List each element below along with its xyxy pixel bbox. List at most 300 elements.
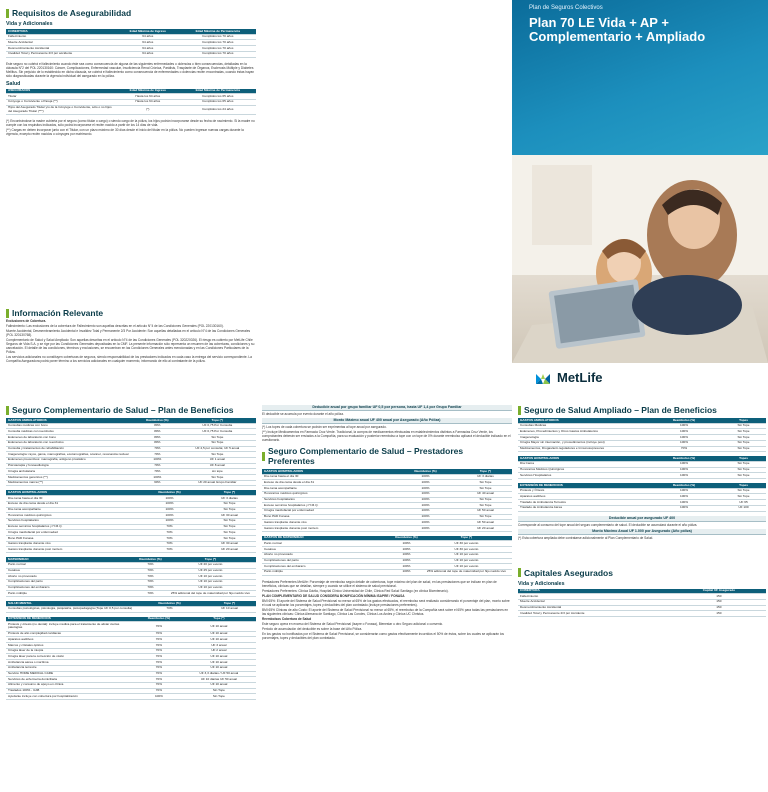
table-header-cell: EXTENSIÓN DE BENEFICIOS: [518, 483, 647, 488]
table-cell: 100%: [647, 461, 721, 467]
table-cell: Sin Tope: [721, 429, 766, 435]
table-cell: UF 30 por evento: [421, 547, 512, 553]
table-cell: Aborto no provocado: [262, 552, 392, 558]
table-cell: 100%: [647, 500, 721, 506]
table-cell: Servicios de enfermería domiciliaria: [6, 677, 136, 683]
table-cell: Ambulancia aérea o marítima: [6, 660, 136, 666]
table-cell: 100%: [392, 526, 459, 532]
info-p3: Muerte Accidental, Desmembramiento Accidental e Invalidez Total y Permanente 2/3 Por Accidente: Son aquellas detalladas en el artículo N°4 de las Condiciones Generales (POL 320130768).: [6, 329, 251, 337]
table-cell: 70%: [136, 541, 203, 547]
table-cell: Servicios hospitalarios: [6, 518, 136, 524]
table-cell: Sin Tope: [179, 440, 256, 446]
table-cell: Aparatos auditivos: [6, 637, 136, 643]
table-cell: 70%: [136, 677, 182, 683]
ampliado-title: Seguro de Salud Ampliado – Plan de Beneficios: [518, 405, 766, 415]
preferentes-note: En los gastos no bonificados por el Sistema de Salud Previsional, se considerarán como gastos efectivamente incurridos el 50% de éstos, sobre los cuales se aplicarán los porcentajes, topes y deducibles del plan contratado.: [262, 631, 505, 640]
table-cell: Cirugía Mayor sin internación, y procedimientos (incluye post): [518, 440, 647, 446]
table-cell: 70%: [136, 579, 165, 585]
table-cell: UF 10 anual: [182, 665, 256, 671]
info-p1: Exclusiones de Cobertura.: [6, 319, 47, 323]
table-row: [6, 547, 256, 553]
family-laptop-illustration: [512, 155, 768, 363]
ampl-ambulatorios-table: [518, 418, 766, 452]
table-cell: Día Cama: [518, 461, 647, 467]
capitales-heading: Vida y Adicionales: [518, 580, 565, 587]
table-cell: Bono PAD Fonasa: [6, 536, 136, 542]
preferentes-note: BMI 65% Clínicas de alto Costo: El aporte del Sistema de Salud Previsional no menor al 65%, el reembolso de la Compañía será sobre el 65% para todas las prestaciones en las siguientes clínicas: Clínica Alemana de Santiago, Clínica Las Condes, Clínica Los Andes y Clínica UC Christus.: [262, 607, 509, 616]
table-row: [518, 473, 766, 479]
table-cell: Sin Tope: [203, 530, 256, 536]
preferentes-note: Periodo de acumulación del deducible es sobre la base del Año Póliza.: [262, 626, 363, 631]
table-cell: Hijos del Asegurado Titular y/o de la Cónyuge o Conviviente, sólo o no hijos del Asegurado Titular (***): [6, 105, 116, 114]
table-cell: Marcos y cristales ópticos: [6, 643, 136, 649]
table-cell: 100%: [647, 467, 721, 473]
preferentes-note: Prestadores Preferentes: Clínica Dávila, Hospital Clínico Universidad de Chile, Clínica Red Salud Santiago (ex clínica Bicentenario).: [262, 588, 449, 593]
table-cell: 100%: [136, 507, 203, 513]
table-cell: Traslado de Ambulancia Terrestre: [518, 500, 647, 506]
table-cell: Cesárea: [6, 568, 136, 574]
section-bar-icon: [6, 9, 9, 18]
comp-salud-mental-table: [6, 601, 256, 612]
table-cell: UF 20 anual: [459, 526, 512, 532]
vida-note: Este seguro no cubrirá el fallecimiento cuando éste sea como consecuencia de alguna de las siguientes enfermedades o dolencias o bien consecuencias, detalladas en la cláusula N°2 del POL 220130160: Cáncer, Complicaciones, Enfermedad vascular, Insuficiencia Renal Crónica, Parálisis, Trasplante de Órganos, Esclerosis Múltiple y Diabetes Mellitus. Sin perjuicio de lo establecido en dicha cláusula, se cubrirá el fallecimiento como consecuencia de enfermedades o dolencias recién encontradas, cuando éstas hayan sido diagnosticadas durante la vigencia individual del asegurado en la póliza.: [6, 61, 255, 78]
table-cell: 70%: [136, 665, 182, 671]
table-header-cell: Reembolso (%): [647, 483, 721, 488]
table-cell: UF 10 por evento: [165, 574, 256, 580]
table-cell: UF 50 anual: [459, 508, 512, 514]
table-cell: UF 10 por evento: [165, 585, 256, 591]
monto-maximo-row: Monto Máximo anual UF 400 anual por Asegurado (Año Póliza): [262, 418, 512, 424]
table-cell: UF 10 anual: [182, 637, 256, 643]
pref-maternidad-table: [262, 536, 512, 576]
table-cell: Honorarios Médicos Quirúrgicos: [518, 467, 647, 473]
table-row: [6, 105, 256, 114]
table-header-cell: Topes: [721, 483, 766, 488]
table-cell: Cumplidos los 70 años: [180, 34, 256, 40]
info-p5: Los servicios adicionales no constituyen coberturas de seguros, siendo responsabilidad de los prestadores indicados en cada caso la entrega del servicio correspondiente. La Compañía Aseguradora podrá poner término a los servicios adicionales en cualquier momento, informando de ello al contratante de la póliza.: [6, 355, 252, 363]
vida-requisitos-table: [6, 29, 256, 58]
table-cell: UF 0,75 Por Consulta: [179, 429, 256, 435]
info-p2: Fallecimiento: Las exclusiones de la cobertura de Fallecimiento son aquellas descritas en el artículo N°4 de las Condiciones Generales (POL 220130160).: [6, 324, 224, 328]
table-cell: UF 10 por evento: [421, 558, 512, 564]
info-title: Información Relevante: [6, 308, 256, 318]
table-header-cell: GASTOS HOSPITALARIOS: [6, 490, 136, 495]
table-cell: 100%: [392, 541, 421, 547]
table-cell: Día cama acompañante: [6, 507, 136, 513]
table-cell: Consulta médicas con reembolso: [6, 429, 136, 435]
info-panel: [6, 308, 256, 390]
table-header-cell: ASEGURADOS: [6, 89, 116, 94]
table-cell: Cirugía ambulatoria: [6, 469, 136, 475]
table-header-cell: MATERNIDAD: [6, 557, 136, 562]
table-cell: Invalidez Total y Permanente 2/3 por accidente: [6, 51, 116, 57]
table-header-cell: Reembolso (%): [136, 418, 179, 423]
pref-hospitalarios-table: [262, 469, 512, 532]
table-cell: Complicaciones del embarazo: [262, 564, 392, 570]
table-cell: UF 3 anual: [182, 643, 256, 649]
table-cell: UF 50 anual: [459, 520, 512, 526]
table-row: [518, 505, 766, 511]
table-cell: UF 10 por evento: [421, 564, 512, 570]
table-cell: Sin Tope: [182, 688, 256, 694]
table-cell: 80%: [136, 429, 179, 435]
table-cell: 70%: [136, 452, 179, 458]
table-cell: Prótesis y Órtesis: [518, 488, 647, 494]
section-bar-icon: [518, 406, 521, 415]
table-cell: Sin Tope: [179, 452, 256, 458]
table-cell: UF 20 anual: [203, 547, 256, 553]
table-cell: Sin Tope: [179, 435, 256, 441]
table-cell: 100%: [136, 457, 179, 463]
table-row: [6, 694, 256, 700]
table-cell: 100%: [136, 513, 203, 519]
table-cell: Sin Tope: [459, 514, 512, 520]
table-cell: Cumplidos los 65 años: [180, 99, 256, 105]
table-cell: Parto múltiple: [6, 591, 136, 597]
ampl-deducible-row: Deducible anual por asegurado UF 400: [518, 516, 766, 522]
preferentes-notes: [262, 580, 512, 640]
table-row: [518, 611, 766, 617]
table-cell: 60%: [136, 480, 179, 486]
brand-name: MetLife: [557, 369, 603, 385]
table-cell: 70%: [136, 530, 203, 536]
table-cell: Sin Tope: [459, 480, 512, 486]
table-cell: Sin Tope: [203, 501, 256, 507]
table-cell: Titular: [6, 94, 116, 100]
table-cell: 70%: [136, 562, 165, 568]
table-cell: UF 30 anual: [203, 541, 256, 547]
table-cell: Día cama hasta el día 30: [6, 496, 136, 502]
table-cell: 100%: [392, 480, 459, 486]
table-cell: 64 años: [116, 40, 180, 46]
table-cell: Sin Tope: [721, 467, 766, 473]
table-cell: Exámenes de laboratorio con reembolso: [6, 440, 136, 446]
table-cell: 100%: [392, 491, 459, 497]
table-cell: Cirugía láser de la miopía: [6, 648, 136, 654]
section-bar-icon: [6, 309, 9, 318]
table-cell: 64 años: [116, 46, 180, 52]
table-cell: Día cama hasta el día 30: [262, 474, 392, 480]
preferentes-note: Reembolsos Cobertura de Salud: [262, 616, 312, 621]
complementario-title: Seguro Complementario de Salud – Plan de Beneficios: [6, 405, 256, 415]
table-header-cell: Tope (*): [459, 469, 512, 474]
table-cell: Sin Tope: [721, 473, 766, 479]
table-cell: UF 30 por evento: [421, 541, 512, 547]
table-cell: Cirugía maxilofacial por enfermedad: [6, 530, 136, 536]
table-row: [518, 446, 766, 452]
table-header-cell: Reembolso (%): [647, 418, 721, 423]
table-cell: Servicios Hospitalarios: [518, 473, 647, 479]
table-cell: Prótesis y órtesis (no dental): incluye médica para el tratamiento de aliviar ciertas patologías: [6, 622, 136, 631]
table-cell: 80%: [136, 423, 179, 429]
table-header-cell: GASTOS AMBULATORIOS: [518, 418, 647, 423]
table-cell: Cumplidos los 70 años: [180, 46, 256, 52]
table-header-cell: Capital UF Asegurado: [672, 589, 766, 594]
table-header-cell: Reembolso (%): [136, 601, 203, 606]
table-cell: 150: [672, 594, 766, 600]
table-header-cell: Tope (*): [421, 536, 512, 541]
table-header-cell: Edad Máxima de Ingreso: [116, 89, 180, 94]
table-cell: Hasta los 64 años: [116, 94, 180, 100]
table-cell: Exceso servicios hospitalarios y H.M.Q.: [6, 524, 136, 530]
table-cell: Imagenología: [518, 435, 647, 441]
table-cell: Sin Tope: [459, 503, 512, 509]
table-cell: 70%: [136, 524, 203, 530]
table-cell: UF 10 anual: [182, 622, 256, 631]
table-cell: 100%: [392, 520, 459, 526]
table-cell: Fallecimiento: [518, 594, 672, 600]
table-header-cell: Tope (*): [203, 490, 256, 495]
table-cell: Complicaciones del parto: [262, 558, 392, 564]
table-header-cell: GASTOS HOSPITALARIOS: [518, 456, 647, 461]
table-cell: UF 100: [721, 505, 766, 511]
table-cell: 100%: [136, 694, 182, 700]
table-cell: UF 2 anual: [182, 648, 256, 654]
table-cell: 70%: [136, 671, 182, 677]
table-cell: Fallecimiento: [6, 34, 116, 40]
table-cell: 100%: [647, 494, 721, 500]
table-cell: Sin Tope: [203, 507, 256, 513]
table-cell: 70%: [136, 631, 182, 637]
table-cell: Exceso servicios hospitalarios y H.M.Q.: [262, 503, 392, 509]
table-cell: Ambulancia terrestre: [6, 665, 136, 671]
table-cell: 150: [672, 611, 766, 617]
table-cell: 64 años: [116, 34, 180, 40]
table-cell: Consultas psicológicas, psicología, psiquiatría, psicopedagogía (Tope UF 0,5 por consulta): [6, 606, 136, 612]
table-cell: Gastos trasplante donante post mortem: [6, 547, 136, 553]
table-cell: Cumplidos los 70 años: [180, 40, 256, 46]
table-cell: Desmembramiento Accidental: [6, 46, 116, 52]
table-cell: UF 0,75 Por Consulta: [179, 423, 256, 429]
table-header-cell: COBERTURA: [6, 29, 116, 34]
table-cell: Servicios hospitalarios: [262, 497, 392, 503]
table-cell: Sin Tope: [721, 435, 766, 441]
table-cell: 70%: [136, 606, 203, 612]
table-cell: 100%: [136, 501, 203, 507]
table-cell: 100%: [392, 552, 421, 558]
preferentes-panel: [262, 405, 512, 790]
table-cell: UF 20 por evento: [165, 562, 256, 568]
table-cell: Exámenes de laboratorio con bono: [6, 435, 136, 441]
table-cell: Sin Tope: [721, 488, 766, 494]
preferentes-note: Este seguro opera en exceso del Sistema de Salud Previsional (Isapre o Fonasa), Bienestar u otro Seguro adicional o convenio.: [262, 621, 444, 626]
table-cell: 70%: [136, 591, 165, 597]
table-cell: Sin Tope: [721, 446, 766, 452]
table-header-cell: EXTENSIÓN DE BENEFICIOS: [6, 617, 136, 622]
table-cell: Día cama acompañante: [262, 486, 392, 492]
table-cell: UF 30 anual: [203, 513, 256, 519]
table-cell: Servicio HOME MEDICAL CARE: [6, 671, 136, 677]
ampl-hospitalarios-table: [518, 456, 766, 479]
table-cell: 100%: [136, 496, 203, 502]
table-header-cell: Tope (*): [165, 557, 256, 562]
comp-extension-table: [6, 617, 256, 701]
salud-note-1: (*) Encontrándose la madre cubierta por el seguro (como titular o cargo) o siendo cargo de la póliza, los hijos podrán incorporarse desde su fecha de nacimiento. Si la madre no cumple con los requisitos indicados, sólo podrá incorporarse el recién nacido a partir de los 14 días de vida.: [6, 119, 255, 128]
table-row: [262, 569, 512, 575]
table-row: [6, 591, 256, 597]
table-cell: Cumplidos los 65 años: [180, 94, 256, 100]
table-cell: 100%: [392, 569, 421, 575]
medicamentos-note: (**) Incluye Medicamentos en Farmacia Cruz Verde. Tradicional, la compra de medicamentos efectuadas en establecimientos distintos a Farmacias Cruz Verde, los comprobantes deberán ser enviados a la Compañía, para su evaluación y posterior reembolso a tope con un tope de 0% durante reembolso aplicará el deducible indicado en el cuestionario.: [262, 430, 511, 442]
capitales-title: Capitales Asegurados: [518, 568, 766, 578]
table-cell: 70%: [136, 568, 165, 574]
table-cell: UF 65: [721, 500, 766, 506]
ampl-deducible-note: Corresponde al consumo del tope anual del seguro complementario de salud. El deducible se acumulará durante el año póliza.: [518, 522, 698, 527]
table-header-cell: Reembolso (%): [136, 557, 165, 562]
table-cell: Exámenes preventivos: mamografía, antígeno prostático: [6, 457, 136, 463]
table-cell: Parto normal: [6, 562, 136, 568]
table-header-cell: GASTOS AMBULATORIOS: [6, 418, 136, 423]
preferentes-title: Seguro Complementario de Salud – Prestadores Preferentes: [262, 446, 512, 466]
ampl-monto-note: (*) Esta cobertura ampliada debe contratarse adicionalmente al Plan Complementario de Salud.: [518, 535, 654, 540]
table-cell: Sin Tope: [459, 497, 512, 503]
table-cell: 100%: [392, 508, 459, 514]
table-cell: Aborto no provocado: [6, 574, 136, 580]
table-cell: Sin Tope: [459, 486, 512, 492]
table-cell: UF 8 anual: [179, 463, 256, 469]
salud-requisitos-table: [6, 89, 256, 116]
table-cell: (*): [116, 105, 180, 114]
table-cell: 70%: [647, 446, 721, 452]
table-row: [6, 51, 256, 57]
table-cell: 100%: [647, 505, 721, 511]
table-row: [262, 526, 512, 532]
table-cell: Ayudante incluye con cobertura por hospitalización: [6, 694, 136, 700]
table-cell: 100%: [392, 503, 459, 509]
cover-tag: Plan de Seguros Colectivos: [529, 5, 603, 11]
table-cell: 70%: [136, 654, 182, 660]
section-bar-icon: [6, 406, 9, 415]
table-cell: UF 1 anual: [179, 457, 256, 463]
preferentes-note: PLAN COMPLEMENTARIO DE SALUD CONSIDERA BONIFICACIÓN MÍNIMA ISAPRE / FONASA: [262, 593, 405, 598]
table-cell: UF 10 por evento: [421, 552, 512, 558]
table-header-cell: Tope (*): [182, 617, 256, 622]
table-cell: Exceso de día cama desde el día 31: [262, 480, 392, 486]
table-header-cell: Topes: [721, 418, 766, 423]
table-cell: Complicaciones del embarazo: [6, 585, 136, 591]
table-cell: UF 10 diarias UF 50 anual: [182, 677, 256, 683]
table-header-cell: Edad Máxima de Permanencia: [180, 89, 256, 94]
table-cell: 100%: [392, 474, 459, 480]
table-cell: 100%: [392, 497, 459, 503]
ampliado-panel: [518, 405, 766, 790]
table-cell: Cesárea: [262, 547, 392, 553]
table-cell: 70%: [136, 648, 182, 654]
table-cell: Traslados 100% - UAB: [6, 688, 136, 694]
table-cell: Gastos trasplante donante post mortem: [262, 526, 392, 532]
ampl-monto-maximo-row: Monto Máximo Anual UF 1.000 por Asegurado (Año póliza): [518, 529, 766, 535]
table-cell: 100%: [647, 423, 721, 429]
info-p4: Complementario de Salud y Salud Ampliado: Son aquellas descritas en el artículo N°4 de las Condiciones Generales (POL 320220026). El riesgo es cubierto por MetLife Chile Seguros de Vida S.A. y se rige por las Condiciones Generales depositadas en la CMF. La presente información sólo representa un resumen de las coberturas, condiciones y su cancelación. El detalle de las condiciones, términos y exclusiones, se encuentran en las Condiciones Generales antes mencionadas y en las Condiciones Particulares de la Póliza.: [6, 338, 255, 354]
table-cell: Medicamentos genéricos (**): [6, 475, 136, 481]
table-cell: Cumplidos los 24 años: [180, 105, 256, 114]
table-cell: 100%: [647, 435, 721, 441]
table-cell: 25% adicional del tope de maternidad por hijo nacido vivo: [421, 569, 512, 575]
table-cell: 70%: [136, 446, 179, 452]
cover-title: Plan 70 LE Vida + AP + Complementario + Ampliado: [529, 15, 706, 44]
table-cell: Muerte Accidental: [6, 40, 116, 46]
table-cell: 70%: [136, 682, 182, 688]
table-cell: Medicamentos marca (**): [6, 480, 136, 486]
table-header-cell: Reembolso (%): [136, 617, 182, 622]
table-cell: Desmembramiento Accidental: [518, 605, 672, 611]
table-cell: 70%: [136, 574, 165, 580]
table-cell: 70%: [136, 547, 203, 553]
table-cell: 70%: [136, 637, 182, 643]
table-cell: Exámenes, Procedimientos y Otros Gastos Ambulatorios: [518, 429, 647, 435]
table-row: [6, 480, 256, 486]
table-cell: Muerte Accidental: [518, 599, 672, 605]
table-cell: Traslado de Ambulancia Aérea: [518, 505, 647, 511]
salud-note-2: (**) Cargas en deben incorporar junto con el Titular, con un plazo máximo de 30 días desde el inicio del titular en la póliza. No pueden ingresar nuevas cargas durante la vigencia, excepto recién nacidos o cónyuges por matrimonio.: [6, 128, 244, 137]
table-cell: 64 años: [116, 51, 180, 57]
section-bar-icon: [262, 452, 265, 461]
table-header-cell: SALUD MENTAL: [6, 601, 136, 606]
cover-panel: [512, 0, 768, 400]
table-cell: Imagenología: rayos, gama, mamografías, ecotomografías, scanner, resonancia nuclear: [6, 452, 136, 458]
deducible-note: El deducible se acumula por evento durante el año póliza.: [262, 412, 344, 416]
table-cell: 70%: [136, 688, 182, 694]
deducible-row: Deducible anual por grupo familiar UF 0,5 por persona, hasta UF 1,4 por Grupo Familiar: [262, 405, 512, 411]
table-header-cell: COBERTURA: [518, 589, 672, 594]
table-cell: Sin Tope: [179, 475, 256, 481]
salud-heading: Salud: [6, 80, 21, 87]
table-cell: Sin Tope: [721, 461, 766, 467]
table-cell: Consultas médicas con bono: [6, 423, 136, 429]
table-cell: 100%: [392, 558, 421, 564]
table-cell: Medicamentos, Drogas/anti-reguladores e Inmunosupresores: [518, 446, 647, 452]
table-cell: UF 10 anual: [182, 654, 256, 660]
table-cell: UF 3,3 diarias / UF 50 anual: [182, 671, 256, 677]
table-cell: 100%: [136, 475, 179, 481]
table-cell: 25% adicional del tope de maternidad por hijo nacido vivo: [165, 591, 256, 597]
table-cell: Cumplidos los 70 años: [180, 51, 256, 57]
preferentes-note: Prestadores Preferentes MetLife: Porcentaje de reembolso según detalle de coberturas, tope máximo del plan de salud, en las prestaciones que se indican en plan de beneficios, clínicas que se detallan, siempre y cuando se utilice el sistema de salud previsional.: [262, 579, 497, 588]
table-cell: 70%: [136, 469, 179, 475]
table-cell: Sin Tope: [182, 694, 256, 700]
vida-heading: Vida y Adicionales: [6, 21, 53, 27]
table-cell: UF 10 anual: [203, 606, 256, 612]
table-cell: Parto normal: [262, 541, 392, 547]
metlife-logo-icon: [534, 368, 552, 386]
preferentes-note: BMI 65%: El aporte del Sistema de Salud Previsional no menor al 65% de los gastos efectuados, el reembolso será realizado considerando el porcentaje del plan, monto sobre el cual se aplicarán los porcentajes, topes y deducibles del plan contratado (incluye prestaciones preferentes).: [262, 598, 510, 607]
table-cell: Invalidez Total y Permanente 2/3 por Accidente: [518, 611, 672, 617]
table-cell: UF 3 diarias: [459, 474, 512, 480]
table-cell: 100%: [392, 486, 459, 492]
metlife-logo: [534, 368, 603, 386]
table-header-cell: Edad Máxima de Ingreso: [116, 29, 180, 34]
table-cell: Aparatos auditivos: [518, 494, 647, 500]
table-cell: UF 25 por evento: [165, 568, 256, 574]
table-header-cell: Tope (*): [203, 601, 256, 606]
table-cell: 80%: [136, 435, 179, 441]
table-cell: Sin Tope: [721, 423, 766, 429]
table-header-cell: Edad Máxima de Permanencia: [180, 29, 256, 34]
table-cell: 100%: [647, 473, 721, 479]
comp-ambulatorios-table: [6, 418, 256, 486]
table-cell: Sin Tope: [203, 536, 256, 542]
table-cell: UF 4,5 por consulta; UF 5 anual: [179, 446, 256, 452]
table-cell: 100%: [647, 429, 721, 435]
table-cell: Sin Tope: [203, 518, 256, 524]
table-cell: 70%: [136, 622, 182, 631]
table-header-cell: GASTOS DE MATERNIDAD: [262, 536, 392, 541]
requisitos-title: Requisitos de Asegurabilidad: [6, 8, 256, 18]
cover-photo: [512, 155, 768, 363]
ampl-extension-table: [518, 483, 766, 512]
table-cell: Alimento y consumo de apoyo en clínica: [6, 682, 136, 688]
table-cell: Prótesis de alto complejidad cardíacas: [6, 631, 136, 637]
